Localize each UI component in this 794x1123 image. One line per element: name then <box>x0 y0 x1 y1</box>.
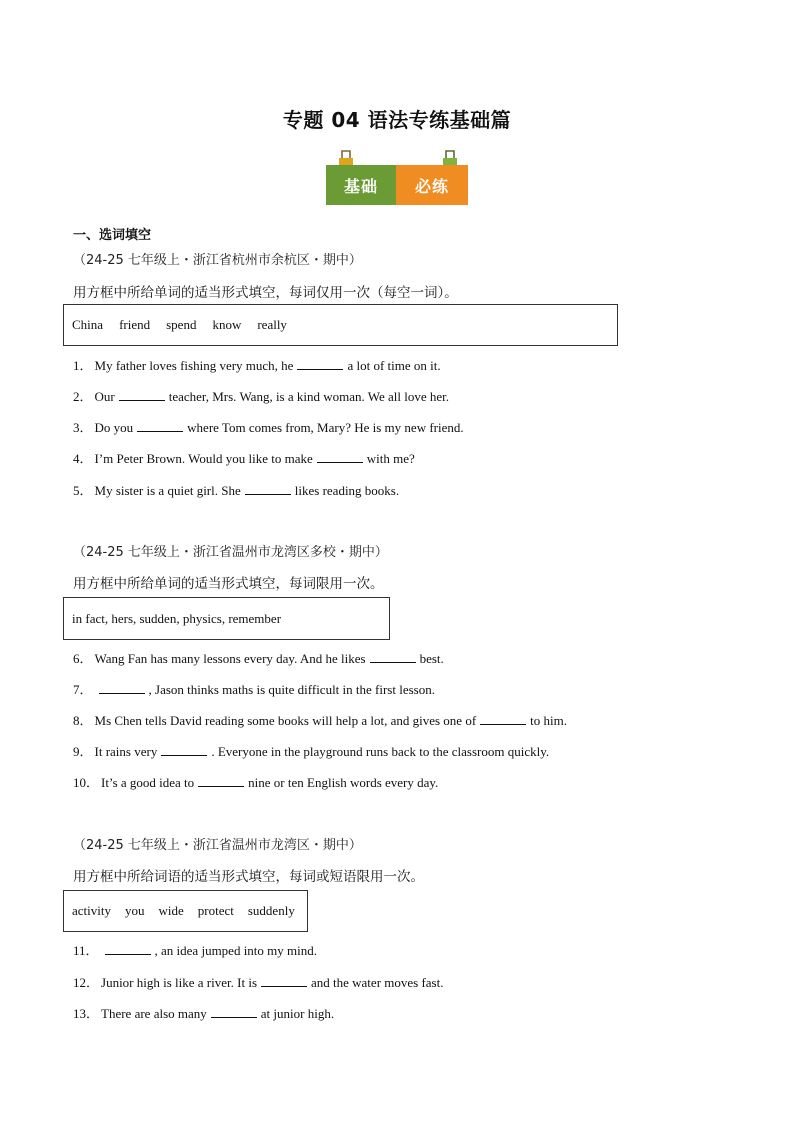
answer-blank[interactable] <box>137 420 183 432</box>
section-heading: 一、选词填空 <box>73 228 152 243</box>
question-item: 12． Junior high is like a river. It is and the water moves fast. <box>73 975 444 990</box>
question-source: （24-25 七年级上・浙江省温州市龙湾区多校・期中） <box>73 545 388 560</box>
answer-blank[interactable] <box>105 943 151 955</box>
answer-blank[interactable] <box>211 1006 257 1018</box>
word-option: friend <box>119 317 151 332</box>
question-item: 11． , an idea jumped into my mind. <box>73 943 318 958</box>
question-item: 9． It rains very . Everyone in the playground runs back to the classroom quickly. <box>73 744 550 759</box>
word-option: suddenly <box>247 903 295 918</box>
answer-blank[interactable] <box>261 975 307 987</box>
word-box <box>63 890 308 932</box>
answer-blank[interactable] <box>99 682 145 694</box>
word-option: spend <box>166 317 197 332</box>
question-item: 10． It’s a good idea to nine or ten English words every day. <box>73 775 439 790</box>
question-item: 13． There are also many at junior high. <box>73 1006 335 1021</box>
answer-blank[interactable] <box>297 358 343 370</box>
word-option: activity <box>72 903 111 918</box>
answer-blank[interactable] <box>245 483 291 495</box>
instruction-text: 用方框中所给单词的适当形式填空，每词限用一次。 <box>73 576 384 592</box>
question-source: （24-25 七年级上・浙江省杭州市余杭区・期中） <box>73 253 362 268</box>
answer-blank[interactable] <box>480 713 526 725</box>
word-option: really <box>257 317 287 332</box>
page-title: 专题 04 语法专练基础篇 <box>282 108 512 132</box>
question-item: 1． My father loves fishing very much, he a lot of time on it. <box>73 358 441 373</box>
word-option: know <box>212 317 242 332</box>
answer-blank[interactable] <box>317 451 363 463</box>
question-item: 6． Wang Fan has many lessons every day. And he likes best. <box>73 651 444 666</box>
instruction-text: 用方框中所给词语的适当形式填空，每词或短语限用一次。 <box>73 869 424 885</box>
word-option: in fact, hers, sudden, physics, remember <box>72 610 282 626</box>
question-item: 2． Our teacher, Mrs. Wang, is a kind woman. We all love her. <box>73 389 450 404</box>
question-item: 7． , Jason thinks maths is quite difficult in the first lesson. <box>73 682 435 697</box>
word-box <box>63 597 390 640</box>
answer-blank[interactable] <box>161 744 207 756</box>
word-option: protect <box>197 903 234 918</box>
answer-blank[interactable] <box>119 389 165 401</box>
word-option: China <box>72 317 104 332</box>
question-item: 4． I’m Peter Brown. Would you like to make with me? <box>73 451 415 466</box>
question-source: （24-25 七年级上・浙江省温州市龙湾区・期中） <box>73 838 362 853</box>
question-item: 3． Do you where Tom comes from, Mary? He is my new friend. <box>73 420 464 435</box>
question-item: 5． My sister is a quiet girl. She likes reading books. <box>73 483 400 498</box>
banner-left-label: 基础 <box>326 165 396 205</box>
answer-blank[interactable] <box>370 651 416 663</box>
banner-right-label: 必练 <box>396 165 468 205</box>
word-option: wide <box>158 903 184 918</box>
question-item: 8． Ms Chen tells David reading some books will help a lot, and gives one of to him. <box>73 713 567 728</box>
word-option: you <box>125 903 145 918</box>
banner-basic-practice <box>326 148 468 206</box>
answer-blank[interactable] <box>198 775 244 787</box>
instruction-text: 用方框中所给单词的适当形式填空，每词仅用一次（每空一词）。 <box>73 285 458 301</box>
word-box <box>63 304 618 346</box>
